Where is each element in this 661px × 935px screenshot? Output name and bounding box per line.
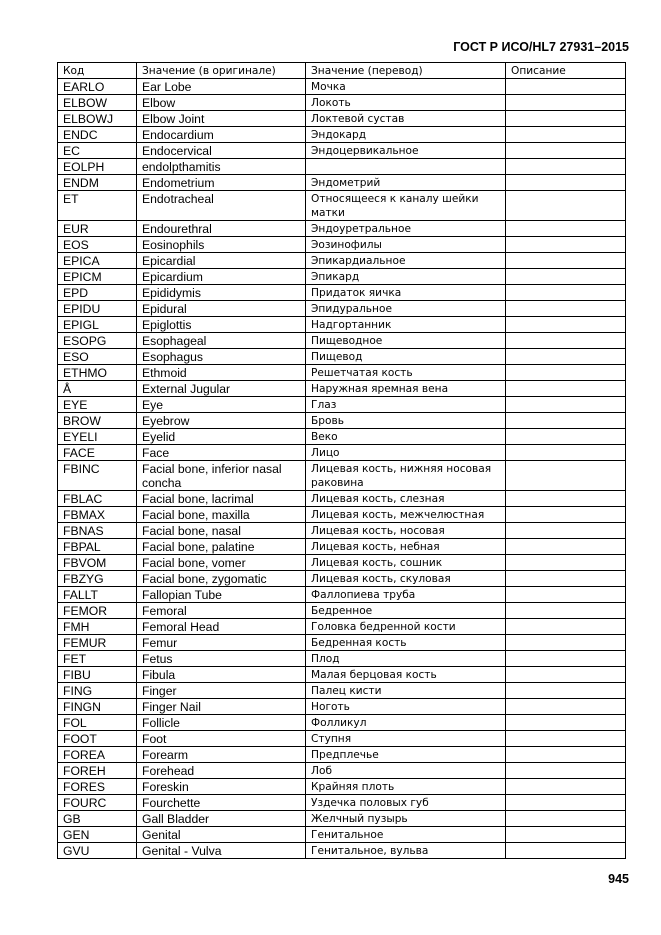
cell-original: Foreskin [137,779,306,795]
cell-description [506,539,626,555]
table-row [58,843,626,859]
cell-description [506,237,626,253]
cell-description [506,269,626,285]
cell-code: EYELI [58,429,137,445]
cell-code: EPICM [58,269,137,285]
cell-translation: Ноготь [306,699,506,715]
table-row [58,779,626,795]
cell-translation: Локоть [306,95,506,111]
cell-code: ET [58,191,137,221]
table-row [58,95,626,111]
cell-translation: Лицо [306,445,506,461]
cell-translation: Наружная яремная вена [306,381,506,397]
cell-description [506,619,626,635]
cell-code: EPD [58,285,137,301]
cell-translation: Лицевая кость, носовая [306,523,506,539]
cell-description [506,333,626,349]
cell-code: FBVOM [58,555,137,571]
cell-code: FING [58,683,137,699]
cell-original: Facial bone, inferior nasal concha [137,461,306,491]
table-body [58,79,626,859]
cell-description [506,523,626,539]
cell-description [506,491,626,507]
cell-description [506,843,626,859]
cell-description [506,571,626,587]
cell-code: ESOPG [58,333,137,349]
table-row [58,587,626,603]
cell-code: FET [58,651,137,667]
cell-original: Face [137,445,306,461]
cell-original: Fourchette [137,795,306,811]
cell-translation: Лицевая кость, сошник [306,555,506,571]
cell-translation: Предплечье [306,747,506,763]
cell-original: Facial bone, maxilla [137,507,306,523]
cell-translation: Локтевой сустав [306,111,506,127]
cell-code: GVU [58,843,137,859]
cell-translation: Бедренная кость [306,635,506,651]
cell-description [506,731,626,747]
cell-original: Follicle [137,715,306,731]
table-row [58,667,626,683]
cell-translation: Крайняя плоть [306,779,506,795]
cell-translation: Эндоуретральное [306,221,506,237]
cell-code: FBINC [58,461,137,491]
cell-translation: Эндометрий [306,175,506,191]
column-header-original: Значение (в оригинале) [137,63,306,79]
cell-translation: Бедренное [306,603,506,619]
table-row [58,159,626,175]
cell-translation: Лицевая кость, скуловая [306,571,506,587]
cell-description [506,667,626,683]
table-row [58,539,626,555]
table-row [58,333,626,349]
cell-code: ENDC [58,127,137,143]
code-table [57,62,626,859]
cell-code: EOLPH [58,159,137,175]
table-row [58,79,626,95]
cell-code: Å [58,381,137,397]
cell-description [506,461,626,491]
cell-description [506,191,626,221]
cell-code: FOURC [58,795,137,811]
table-row [58,507,626,523]
cell-translation: Надгортанник [306,317,506,333]
cell-description [506,429,626,445]
cell-original: External Jugular [137,381,306,397]
cell-code: EPIDU [58,301,137,317]
table-row [58,555,626,571]
cell-original: Femoral [137,603,306,619]
table-row [58,747,626,763]
cell-description [506,603,626,619]
cell-original: Facial bone, palatine [137,539,306,555]
cell-original: Facial bone, vomer [137,555,306,571]
table-row [58,827,626,843]
table-row [58,461,626,491]
cell-code: ETHMO [58,365,137,381]
cell-code: FMH [58,619,137,635]
table-row [58,491,626,507]
cell-translation: Генитальное [306,827,506,843]
cell-description [506,111,626,127]
table-row [58,429,626,445]
cell-original: Eyelid [137,429,306,445]
cell-code: FOL [58,715,137,731]
cell-translation: Эндоцервикальное [306,143,506,159]
table-row [58,619,626,635]
cell-code: FBMAX [58,507,137,523]
cell-description [506,413,626,429]
cell-original: Epidural [137,301,306,317]
table-row [58,811,626,827]
cell-code: FEMOR [58,603,137,619]
table-row [58,413,626,429]
table-row [58,175,626,191]
cell-description [506,159,626,175]
cell-original: Epicardium [137,269,306,285]
cell-code: FEMUR [58,635,137,651]
cell-translation: Эпикардиальное [306,253,506,269]
cell-original: Forearm [137,747,306,763]
cell-description [506,285,626,301]
table-row [58,269,626,285]
table-row [58,795,626,811]
cell-original: Finger [137,683,306,699]
cell-description [506,507,626,523]
cell-original: Genital [137,827,306,843]
cell-description [506,763,626,779]
cell-original: Endocardium [137,127,306,143]
table-row [58,635,626,651]
cell-original: endolpthamitis [137,159,306,175]
cell-original: Elbow Joint [137,111,306,127]
cell-original: Esophageal [137,333,306,349]
cell-translation [306,159,506,175]
cell-original: Eyebrow [137,413,306,429]
cell-translation: Пищевод [306,349,506,365]
cell-original: Femur [137,635,306,651]
cell-original: Facial bone, zygomatic [137,571,306,587]
cell-description [506,555,626,571]
cell-original: Genital - Vulva [137,843,306,859]
table-row [58,365,626,381]
cell-description [506,221,626,237]
cell-code: ENDM [58,175,137,191]
cell-description [506,301,626,317]
cell-description [506,683,626,699]
cell-original: Endocervical [137,143,306,159]
table-row [58,683,626,699]
cell-description [506,779,626,795]
cell-description [506,795,626,811]
cell-original: Finger Nail [137,699,306,715]
cell-original: Eosinophils [137,237,306,253]
cell-description [506,397,626,413]
column-header-translation: Значение (перевод) [306,63,506,79]
cell-description [506,587,626,603]
cell-description [506,445,626,461]
cell-description [506,827,626,843]
cell-description [506,715,626,731]
cell-translation: Палец кисти [306,683,506,699]
page-number: 945 [608,872,629,886]
cell-description [506,699,626,715]
cell-description [506,253,626,269]
cell-code: FOREH [58,763,137,779]
table-row [58,699,626,715]
cell-translation: Решетчатая кость [306,365,506,381]
cell-code: EUR [58,221,137,237]
cell-translation: Фолликул [306,715,506,731]
cell-description [506,811,626,827]
cell-description [506,79,626,95]
cell-description [506,349,626,365]
cell-code: FOREA [58,747,137,763]
cell-code: FIBU [58,667,137,683]
cell-description [506,175,626,191]
cell-code: EYE [58,397,137,413]
cell-translation: Мочка [306,79,506,95]
table-row [58,127,626,143]
document-header: ГОСТ Р ИСО/HL7 27931–2015 [453,40,629,54]
column-header-code: Код [58,63,137,79]
cell-translation: Придаток яичка [306,285,506,301]
table-row [58,301,626,317]
cell-translation: Лицевая кость, небная [306,539,506,555]
cell-original: Elbow [137,95,306,111]
cell-original: Endotracheal [137,191,306,221]
cell-code: FALLT [58,587,137,603]
cell-description [506,635,626,651]
cell-translation: Глаз [306,397,506,413]
table-row [58,651,626,667]
cell-translation: Относящееся к каналу шейки матки [306,191,506,221]
cell-description [506,651,626,667]
table-row [58,317,626,333]
cell-original: Endometrium [137,175,306,191]
cell-code: ESO [58,349,137,365]
cell-original: Ethmoid [137,365,306,381]
cell-translation: Малая берцовая кость [306,667,506,683]
cell-original: Fallopian Tube [137,587,306,603]
cell-code: FINGN [58,699,137,715]
cell-translation: Генитальное, вульва [306,843,506,859]
cell-code: ELBOWJ [58,111,137,127]
table-row [58,571,626,587]
column-header-description: Описание [506,63,626,79]
cell-description [506,95,626,111]
cell-original: Facial bone, lacrimal [137,491,306,507]
cell-code: BROW [58,413,137,429]
table-row [58,237,626,253]
cell-original: Facial bone, nasal [137,523,306,539]
cell-original: Epididymis [137,285,306,301]
cell-description [506,317,626,333]
table-row [58,715,626,731]
table-row [58,221,626,237]
cell-original: Fibula [137,667,306,683]
cell-translation: Веко [306,429,506,445]
cell-original: Eye [137,397,306,413]
cell-description [506,127,626,143]
table-row [58,445,626,461]
cell-code: EOS [58,237,137,253]
cell-original: Forehead [137,763,306,779]
cell-original: Epicardial [137,253,306,269]
cell-translation: Головка бедренной кости [306,619,506,635]
cell-translation: Лицевая кость, слезная [306,491,506,507]
cell-translation: Эндокард [306,127,506,143]
cell-code: FBPAL [58,539,137,555]
cell-original: Esophagus [137,349,306,365]
cell-code: ELBOW [58,95,137,111]
cell-code: FBZYG [58,571,137,587]
table-row [58,763,626,779]
cell-translation: Эпидуральное [306,301,506,317]
cell-code: FBNAS [58,523,137,539]
table-header-row [58,63,626,79]
cell-code: EARLO [58,79,137,95]
table-row [58,111,626,127]
cell-code: EC [58,143,137,159]
cell-original: Epiglottis [137,317,306,333]
cell-translation: Уздечка половых губ [306,795,506,811]
cell-code: FBLAC [58,491,137,507]
cell-description [506,381,626,397]
table-row [58,731,626,747]
cell-original: Femoral Head [137,619,306,635]
cell-translation: Эозинофилы [306,237,506,253]
table-row [58,603,626,619]
cell-translation: Плод [306,651,506,667]
table-row [58,523,626,539]
table-row [58,381,626,397]
cell-code: FORES [58,779,137,795]
cell-code: GEN [58,827,137,843]
cell-original: Fetus [137,651,306,667]
cell-translation: Желчный пузырь [306,811,506,827]
table-row [58,143,626,159]
cell-original: Ear Lobe [137,79,306,95]
cell-code: EPICA [58,253,137,269]
cell-code: EPIGL [58,317,137,333]
cell-translation: Фаллопиева труба [306,587,506,603]
cell-translation: Лицевая кость, межчелюстная [306,507,506,523]
table-row [58,191,626,221]
cell-code: GB [58,811,137,827]
cell-translation: Эпикард [306,269,506,285]
cell-translation: Пищеводное [306,333,506,349]
cell-translation: Ступня [306,731,506,747]
cell-original: Gall Bladder [137,811,306,827]
table-row [58,397,626,413]
cell-description [506,143,626,159]
cell-original: Foot [137,731,306,747]
cell-translation: Бровь [306,413,506,429]
cell-translation: Лицевая кость, нижняя носовая раковина [306,461,506,491]
cell-translation: Лоб [306,763,506,779]
cell-code: FOOT [58,731,137,747]
cell-original: Endourethral [137,221,306,237]
table-row [58,253,626,269]
cell-description [506,747,626,763]
table-row [58,285,626,301]
table-row [58,349,626,365]
cell-description [506,365,626,381]
cell-code: FACE [58,445,137,461]
